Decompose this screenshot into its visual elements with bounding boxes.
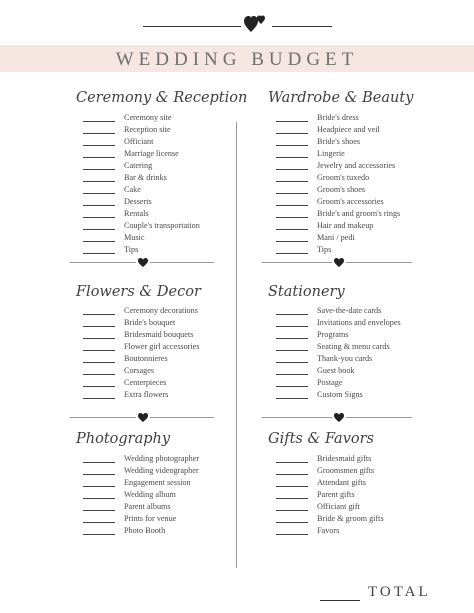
page-title: WEDDING BUDGET (115, 49, 359, 70)
list-item: Extra flowers (83, 389, 168, 401)
list-item: Bride & groom gifts (276, 513, 384, 525)
amount-blank[interactable] (276, 205, 308, 206)
list-item: Save-the-date cards (276, 305, 381, 317)
amount-blank[interactable] (83, 522, 115, 523)
amount-blank[interactable] (83, 462, 115, 463)
amount-blank[interactable] (83, 386, 115, 387)
amount-blank[interactable] (276, 498, 308, 499)
section-title-gifts: Gifts & Favors (268, 431, 374, 447)
amount-blank[interactable] (276, 474, 308, 475)
list-item: Bride's bouquet (83, 317, 175, 329)
section-title-photography: Photography (76, 431, 171, 447)
list-item: Bride's shoes (276, 136, 360, 148)
list-item: Mani / pedi (276, 232, 355, 244)
list-item: Bridesmaid bouquets (83, 329, 193, 341)
amount-blank[interactable] (83, 145, 115, 146)
list-item: Bride's dress (276, 112, 359, 124)
divider-line (262, 417, 332, 418)
amount-blank[interactable] (83, 350, 115, 351)
list-item: Programs (276, 329, 348, 341)
amount-blank[interactable] (83, 510, 115, 511)
heart-icon (138, 413, 148, 422)
amount-blank[interactable] (276, 181, 308, 182)
list-item: Flower girl accessories (83, 341, 199, 353)
list-item: Custom Signs (276, 389, 363, 401)
amount-blank[interactable] (276, 121, 308, 122)
list-item: Headpiece and veil (276, 124, 380, 136)
list-item: Groomsmen gifts (276, 465, 374, 477)
list-item: Catering (83, 160, 152, 172)
amount-blank[interactable] (83, 314, 115, 315)
amount-blank[interactable] (276, 133, 308, 134)
amount-blank[interactable] (83, 498, 115, 499)
list-item: Groom's tuxedo (276, 172, 369, 184)
amount-blank[interactable] (83, 398, 115, 399)
amount-blank[interactable] (83, 474, 115, 475)
list-item: Bar & drinks (83, 172, 167, 184)
list-item: Attendant gifts (276, 477, 366, 489)
list-item: Groom's accessories (276, 196, 384, 208)
amount-blank[interactable] (276, 314, 308, 315)
divider-line (70, 262, 136, 263)
section-title-flowers: Flowers & Decor (76, 284, 201, 300)
amount-blank[interactable] (83, 326, 115, 327)
list-item: Music (83, 232, 144, 244)
amount-blank[interactable] (83, 374, 115, 375)
amount-blank[interactable] (276, 486, 308, 487)
list-item: Officiant (83, 136, 153, 148)
list-item: Groom's shoes (276, 184, 365, 196)
amount-blank[interactable] (276, 522, 308, 523)
section-title-wardrobe: Wardrobe & Beauty (268, 90, 414, 106)
amount-blank[interactable] (83, 193, 115, 194)
list-item: Rentals (83, 208, 149, 220)
list-item: Cake (83, 184, 141, 196)
divider-line (346, 262, 412, 263)
list-item: Jewelry and accessories (276, 160, 395, 172)
amount-blank[interactable] (83, 133, 115, 134)
list-item: Engagement session (83, 477, 191, 489)
divider-line (262, 262, 332, 263)
amount-blank[interactable] (83, 486, 115, 487)
amount-blank[interactable] (83, 338, 115, 339)
list-item: Wedding videographer (83, 465, 199, 477)
list-item: Prints for venue (83, 513, 176, 525)
list-item: Parent albums (83, 501, 171, 513)
amount-blank[interactable] (276, 534, 308, 535)
list-item: Favors (276, 525, 339, 537)
amount-blank[interactable] (276, 462, 308, 463)
amount-blank[interactable] (83, 217, 115, 218)
amount-blank[interactable] (83, 169, 115, 170)
list-item: Ceremony decorations (83, 305, 198, 317)
amount-blank[interactable] (83, 253, 115, 254)
double-heart-icon (244, 14, 268, 36)
amount-blank[interactable] (83, 229, 115, 230)
amount-blank[interactable] (276, 362, 308, 363)
heart-icon (138, 258, 148, 267)
amount-blank[interactable] (276, 398, 308, 399)
list-item: Hair and makeup (276, 220, 373, 232)
section-title-stationery: Stationery (268, 284, 345, 300)
list-item: Wedding photographer (83, 453, 199, 465)
amount-blank[interactable] (83, 205, 115, 206)
amount-blank[interactable] (276, 193, 308, 194)
amount-blank[interactable] (83, 181, 115, 182)
list-item: Parent gifts (276, 489, 355, 501)
divider-line (150, 417, 214, 418)
amount-blank[interactable] (276, 326, 308, 327)
list-item: Bridesmaid gifts (276, 453, 371, 465)
amount-blank[interactable] (276, 145, 308, 146)
total-label: TOTAL (368, 584, 431, 600)
amount-blank[interactable] (83, 534, 115, 535)
list-item: Boutonnieres (83, 353, 168, 365)
list-item: Couple's transportation (83, 220, 200, 232)
amount-blank[interactable] (276, 157, 308, 158)
list-item: Seating & menu cards (276, 341, 390, 353)
amount-blank[interactable] (83, 157, 115, 158)
amount-blank[interactable] (276, 350, 308, 351)
divider-line (150, 262, 214, 263)
amount-blank[interactable] (276, 169, 308, 170)
list-item: Marriage license (83, 148, 179, 160)
header-line-right (272, 26, 332, 27)
amount-blank[interactable] (83, 241, 115, 242)
list-item: Lingerie (276, 148, 345, 160)
list-item: Photo Booth (83, 525, 165, 537)
list-item: Centerpieces (83, 377, 166, 389)
list-item: Invitations and envelopes (276, 317, 401, 329)
amount-blank[interactable] (276, 241, 308, 242)
amount-blank[interactable] (276, 253, 308, 254)
list-item: Thank-you cards (276, 353, 372, 365)
list-item: Desserts (83, 196, 152, 208)
divider-line (70, 417, 136, 418)
header-line-left (143, 26, 241, 27)
list-item: Tips (276, 244, 331, 256)
list-item: Officiant gift (276, 501, 360, 513)
list-item: Postage (276, 377, 342, 389)
amount-blank[interactable] (276, 229, 308, 230)
heart-icon (334, 258, 344, 267)
heart-icon (334, 413, 344, 422)
total-blank[interactable] (320, 600, 360, 601)
divider-line (346, 417, 412, 418)
amount-blank[interactable] (83, 121, 115, 122)
center-divider (236, 122, 237, 568)
amount-blank[interactable] (276, 386, 308, 387)
amount-blank[interactable] (276, 217, 308, 218)
list-item: Ceremony site (83, 112, 172, 124)
list-item: Bride's and groom's rings (276, 208, 400, 220)
list-item: Wedding album (83, 489, 176, 501)
list-item: Reception site (83, 124, 171, 136)
amount-blank[interactable] (276, 338, 308, 339)
amount-blank[interactable] (276, 374, 308, 375)
amount-blank[interactable] (83, 362, 115, 363)
list-item: Tips (83, 244, 138, 256)
list-item: Corsages (83, 365, 154, 377)
list-item: Guest book (276, 365, 355, 377)
amount-blank[interactable] (276, 510, 308, 511)
section-title-ceremony: Ceremony & Reception (76, 90, 248, 106)
